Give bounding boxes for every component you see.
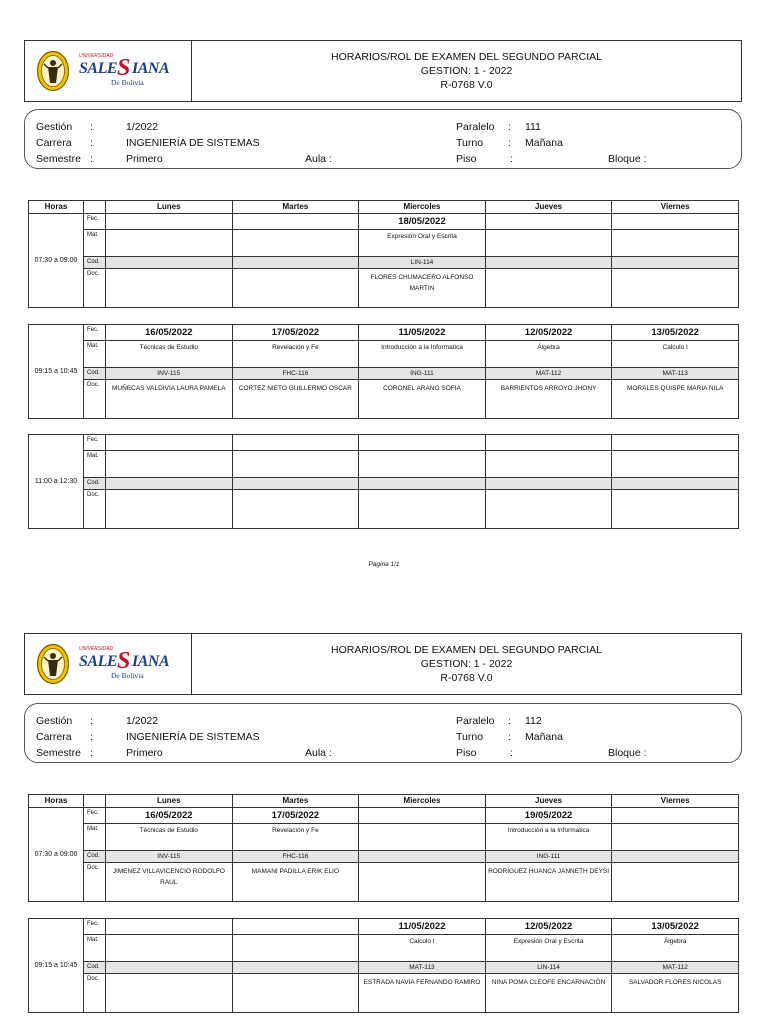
gestion-value: 1/2022 xyxy=(126,715,159,727)
horas-header: Horas xyxy=(29,795,84,808)
doc-cell xyxy=(359,863,486,902)
page-number: Pagina 1/1 xyxy=(368,561,400,568)
fec-cell xyxy=(612,435,739,451)
fec-cell: 13/05/2022 xyxy=(612,919,739,935)
fec-cell xyxy=(106,435,233,451)
doc-cell: CORTEZ NIETO GUILLERMO OSCAR xyxy=(232,380,359,419)
aula-label: Aula : xyxy=(305,747,332,759)
document-code: R-0768 V.0 xyxy=(440,672,493,684)
cod-cell xyxy=(232,478,359,490)
mat-cell: Calculo I xyxy=(612,341,739,368)
university-logo xyxy=(25,41,192,101)
cod-cell: ING-111 xyxy=(485,851,612,863)
logo-small-text: UNIVERSIDAD xyxy=(79,53,114,59)
document-header xyxy=(24,633,742,695)
carrera-value: INGENIERÍA DE SISTEMAS xyxy=(126,137,260,149)
piso-label: Piso xyxy=(456,747,477,759)
logo-s-text: S xyxy=(117,55,131,81)
document-header xyxy=(24,40,742,102)
cod-cell: INV-115 xyxy=(106,368,233,380)
university-seal-icon xyxy=(36,643,70,685)
document-gestion: GESTION: 1 - 2022 xyxy=(420,658,513,670)
doc-label: Doc. xyxy=(84,863,106,902)
course-info-box xyxy=(24,703,742,763)
day-header-miercoles: Miercoles xyxy=(359,795,486,808)
document-title: HORARIOS/ROL DE EXAMEN DEL SEGUNDO PARCIAL xyxy=(331,51,602,63)
schedule-table-block xyxy=(28,918,739,1013)
gestion-value: 1/2022 xyxy=(126,121,159,133)
cod-cell xyxy=(106,962,233,974)
cod-cell: FHC-116 xyxy=(232,851,359,863)
mat-cell: Álgebra xyxy=(612,935,739,962)
mat-cell xyxy=(232,451,359,478)
paralelo-label: Paralelo xyxy=(456,121,495,133)
day-header-martes: Martes xyxy=(232,795,359,808)
cod-cell xyxy=(485,478,612,490)
doc-cell: MAMANI PADILLA ERIK ELIO xyxy=(232,863,359,902)
piso-label: Piso xyxy=(456,153,477,165)
fec-cell xyxy=(232,435,359,451)
doc-cell xyxy=(359,490,486,529)
bloque-label: Bloque : xyxy=(608,153,647,165)
fec-cell: 19/05/2022 xyxy=(485,808,612,824)
mat-cell: Introducción a la Informatica xyxy=(485,824,612,851)
turno-value: Mañana xyxy=(525,137,563,149)
doc-cell: MORALES QUISPE MARIA NILA xyxy=(612,380,739,419)
university-logotype xyxy=(77,644,187,684)
cod-cell xyxy=(232,962,359,974)
fec-cell: 11/05/2022 xyxy=(359,325,486,341)
doc-cell xyxy=(612,490,739,529)
mat-label: Mat. xyxy=(84,935,106,962)
mat-cell: Revelación y Fe xyxy=(232,341,359,368)
cod-label: Cod. xyxy=(84,368,106,380)
day-header-jueves: Jueves xyxy=(485,201,612,214)
doc-cell: NINA POMA CLEOFE ENCARNACIÓN xyxy=(485,974,612,1013)
fec-cell xyxy=(359,808,486,824)
schedule-table-block xyxy=(28,794,739,902)
fec-cell: 17/05/2022 xyxy=(232,808,359,824)
mat-cell xyxy=(485,230,612,257)
semestre-value: Primero xyxy=(126,153,163,165)
turno-label: Turno xyxy=(456,137,484,149)
cod-cell: MAT-112 xyxy=(612,962,739,974)
cod-cell: MAT-113 xyxy=(612,368,739,380)
fec-cell: 12/05/2022 xyxy=(485,325,612,341)
cod-cell xyxy=(106,478,233,490)
logo-bolivia-text: De Bolivia xyxy=(111,671,144,680)
mat-cell xyxy=(232,230,359,257)
mat-cell xyxy=(106,451,233,478)
mat-cell: Introducción a la Informatica xyxy=(359,341,486,368)
fec-label: Fec. xyxy=(84,325,106,341)
cod-label: Cod. xyxy=(84,962,106,974)
fec-cell xyxy=(485,214,612,230)
horas-header: Horas xyxy=(29,201,84,214)
document-title-block xyxy=(192,41,741,101)
fec-cell xyxy=(106,214,233,230)
mat-label: Mat. xyxy=(84,824,106,851)
fec-cell xyxy=(612,214,739,230)
mat-cell xyxy=(612,451,739,478)
logo-iana-text: IANA xyxy=(132,653,170,670)
mat-label: Mat. xyxy=(84,341,106,368)
hora-cell: 09:15 a 10:45 xyxy=(29,919,84,1013)
mat-cell xyxy=(359,451,486,478)
day-header-miercoles: Miercoles xyxy=(359,201,486,214)
turno-colon: : xyxy=(508,137,511,149)
doc-cell xyxy=(106,974,233,1013)
university-seal-icon xyxy=(36,50,70,92)
day-header-viernes: Viernes xyxy=(612,201,739,214)
turno-colon: : xyxy=(508,731,511,743)
fec-cell xyxy=(485,435,612,451)
day-header-lunes: Lunes xyxy=(106,201,233,214)
semestre-value: Primero xyxy=(126,747,163,759)
cod-label: Cod. xyxy=(84,478,106,490)
cod-cell xyxy=(485,257,612,269)
carrera-label: Carrera xyxy=(36,137,72,149)
paralelo-value: 112 xyxy=(525,715,542,727)
mat-cell: Calculo I xyxy=(359,935,486,962)
paralelo-colon: : xyxy=(508,121,511,133)
piso-colon: : xyxy=(510,153,513,165)
turno-value: Mañana xyxy=(525,731,563,743)
fec-cell xyxy=(232,919,359,935)
doc-label: Doc. xyxy=(84,974,106,1013)
mat-cell xyxy=(106,935,233,962)
turno-label: Turno xyxy=(456,731,484,743)
university-logotype xyxy=(77,51,187,91)
cod-cell xyxy=(359,851,486,863)
doc-cell: CORONEL ARANO SOFIA xyxy=(359,380,486,419)
cod-cell xyxy=(106,257,233,269)
mat-label: Mat. xyxy=(84,451,106,478)
cod-cell: MAT-112 xyxy=(485,368,612,380)
doc-cell: ESTRADA NAVIA FERNANDO RAMIRO xyxy=(359,974,486,1013)
document-title-block xyxy=(192,634,741,694)
mat-cell xyxy=(612,230,739,257)
fec-cell xyxy=(106,919,233,935)
doc-cell xyxy=(612,863,739,902)
mat-cell: Expresión Oral y Escrita xyxy=(485,935,612,962)
fec-cell: 13/05/2022 xyxy=(612,325,739,341)
fec-cell xyxy=(612,808,739,824)
mat-cell xyxy=(485,451,612,478)
fec-cell xyxy=(232,214,359,230)
doc-cell xyxy=(485,490,612,529)
piso-colon: : xyxy=(510,747,513,759)
semestre-colon: : xyxy=(90,153,93,165)
paralelo-value: 111 xyxy=(525,121,541,133)
fec-cell: 11/05/2022 xyxy=(359,919,486,935)
schedule-table-block xyxy=(28,200,739,308)
fec-label: Fec. xyxy=(84,214,106,230)
doc-cell: SALVADOR FLORES NICOLAS xyxy=(612,974,739,1013)
doc-label: Doc. xyxy=(84,490,106,529)
hora-cell: 07:30 a 09:00 xyxy=(29,214,84,308)
gestion-label: Gestión xyxy=(36,121,73,133)
doc-label: Doc. xyxy=(84,269,106,308)
hora-cell: 07:30 a 09:00 xyxy=(29,808,84,902)
cod-cell xyxy=(232,257,359,269)
aula-label: Aula : xyxy=(305,153,332,165)
doc-cell xyxy=(232,269,359,308)
logo-sale-text: SALE xyxy=(79,60,118,77)
mat-cell: Revelación y Fe xyxy=(232,824,359,851)
doc-cell xyxy=(106,490,233,529)
fec-cell: 18/05/2022 xyxy=(359,214,486,230)
doc-cell xyxy=(232,490,359,529)
doc-cell: BARRIENTOS ARROYO JHONY xyxy=(485,380,612,419)
mat-cell: Expresión Oral y Escrita xyxy=(359,230,486,257)
document-gestion: GESTION: 1 - 2022 xyxy=(420,65,513,77)
cod-cell xyxy=(612,851,739,863)
logo-s-text: S xyxy=(117,648,131,674)
mat-cell: Técnicas de Estudio xyxy=(106,824,233,851)
cod-cell xyxy=(359,478,486,490)
gestion-colon: : xyxy=(90,121,93,133)
fec-cell xyxy=(359,435,486,451)
doc-cell xyxy=(106,269,233,308)
logo-sale-text: SALE xyxy=(79,653,118,670)
cod-cell xyxy=(612,257,739,269)
carrera-colon: : xyxy=(90,137,93,149)
logo-iana-text: IANA xyxy=(132,60,170,77)
fec-label: Fec. xyxy=(84,919,106,935)
hora-cell: 09:15 a 10:45 xyxy=(29,325,84,419)
mat-cell: Álgebra xyxy=(485,341,612,368)
cod-cell: LIN-114 xyxy=(359,257,486,269)
day-header-viernes: Viernes xyxy=(612,795,739,808)
document-title: HORARIOS/ROL DE EXAMEN DEL SEGUNDO PARCIAL xyxy=(331,644,602,656)
doc-cell xyxy=(485,269,612,308)
cod-cell: ING-111 xyxy=(359,368,486,380)
label-header xyxy=(84,201,106,214)
cod-label: Cod. xyxy=(84,257,106,269)
cod-cell: FHC-116 xyxy=(232,368,359,380)
gestion-label: Gestión xyxy=(36,715,73,727)
schedule-table-block xyxy=(28,434,739,529)
day-header-jueves: Jueves xyxy=(485,795,612,808)
mat-cell xyxy=(359,824,486,851)
mat-cell xyxy=(232,935,359,962)
label-header xyxy=(84,795,106,808)
schedule-table-block xyxy=(28,324,739,419)
mat-cell: Técnicas de Estudio xyxy=(106,341,233,368)
hora-cell: 11:00 a 12:30 xyxy=(29,435,84,529)
logo-bolivia-text: De Bolivia xyxy=(111,78,144,87)
doc-cell: RODRÍGUEZ HUANCA JANNETH DEYSI xyxy=(485,863,612,902)
bloque-label: Bloque : xyxy=(608,747,647,759)
doc-cell: MUÑECAS VALDIVIA LAURA PAMELA xyxy=(106,380,233,419)
carrera-label: Carrera xyxy=(36,731,72,743)
fec-cell: 17/05/2022 xyxy=(232,325,359,341)
doc-cell: FLORES CHUMACERO ALFONSO MARTIN xyxy=(359,269,486,308)
doc-cell xyxy=(232,974,359,1013)
logo-small-text: UNIVERSIDAD xyxy=(79,646,114,652)
cod-cell: LIN-114 xyxy=(485,962,612,974)
mat-cell xyxy=(106,230,233,257)
paralelo-label: Paralelo xyxy=(456,715,495,727)
carrera-value: INGENIERÍA DE SISTEMAS xyxy=(126,731,260,743)
paralelo-colon: : xyxy=(508,715,511,727)
cod-cell: MAT-113 xyxy=(359,962,486,974)
day-header-martes: Martes xyxy=(232,201,359,214)
semestre-label: Semestre xyxy=(36,153,81,165)
carrera-colon: : xyxy=(90,731,93,743)
cod-label: Cod. xyxy=(84,851,106,863)
mat-cell xyxy=(612,824,739,851)
fec-cell: 12/05/2022 xyxy=(485,919,612,935)
gestion-colon: : xyxy=(90,715,93,727)
course-info-box xyxy=(24,109,742,169)
university-logo xyxy=(25,634,192,694)
semestre-colon: : xyxy=(90,747,93,759)
cod-cell: INV-115 xyxy=(106,851,233,863)
document-code: R-0768 V.0 xyxy=(440,79,493,91)
mat-label: Mat. xyxy=(84,230,106,257)
fec-cell: 16/05/2022 xyxy=(106,808,233,824)
doc-cell xyxy=(612,269,739,308)
semestre-label: Semestre xyxy=(36,747,81,759)
fec-label: Fec. xyxy=(84,808,106,824)
cod-cell xyxy=(612,478,739,490)
fec-cell: 16/05/2022 xyxy=(106,325,233,341)
doc-label: Doc. xyxy=(84,380,106,419)
doc-cell: JIMENEZ VILLAVICENCIO RODOLFO RAUL xyxy=(106,863,233,902)
day-header-lunes: Lunes xyxy=(106,795,233,808)
fec-label: Fec. xyxy=(84,435,106,451)
